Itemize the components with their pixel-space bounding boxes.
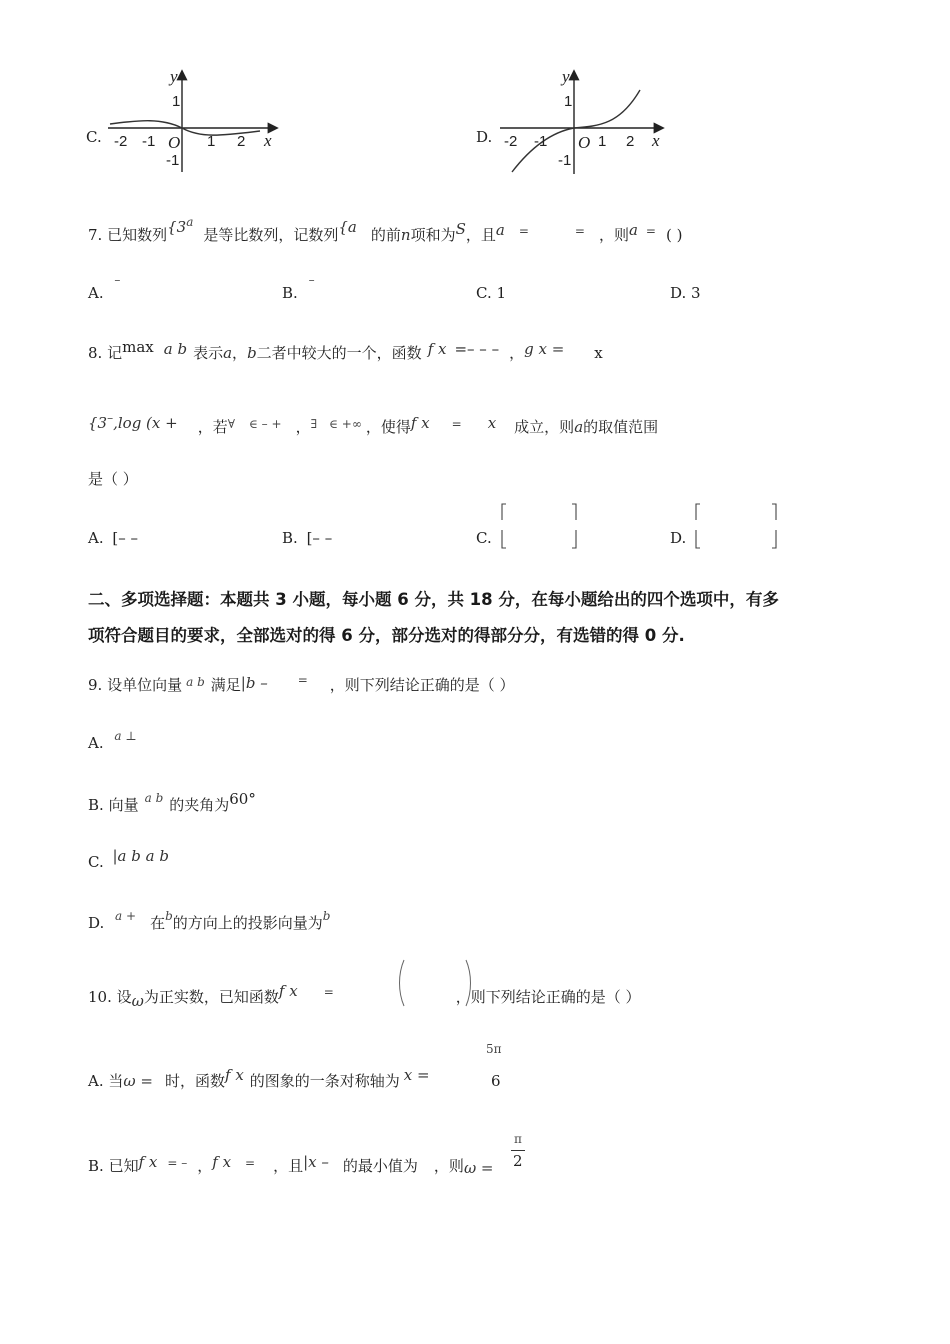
option-value: – — [114, 273, 121, 287]
y-tick: 1 — [564, 93, 573, 110]
question-text: ，使得 — [365, 418, 411, 436]
formula-fragment: ω = — [463, 1159, 494, 1177]
question-text: 设单位向量 — [107, 676, 183, 694]
x-tick: -1 — [142, 133, 156, 150]
question-text: ，且 — [465, 226, 496, 244]
formula-fragment: = — [245, 1156, 256, 1170]
formula-fragment: ∀ — [227, 417, 235, 431]
question-10 — [88, 982, 641, 1010]
formula-fragment: ∈ – + — [248, 417, 282, 431]
question-text: ，则下列结论正确的是（ ） — [329, 676, 515, 694]
formula-fragment: = – — [167, 1156, 188, 1170]
option-a[interactable] — [88, 729, 137, 752]
y-axis-label: y — [562, 67, 570, 86]
question-text: ， — [232, 344, 248, 362]
formula-fragment: = — [574, 224, 585, 238]
question-text: 已知数列 — [107, 226, 168, 244]
formula-fragment: |x – — [303, 1153, 329, 1171]
origin-label: O — [578, 133, 591, 152]
graph-c — [100, 66, 290, 178]
option-label: B. — [88, 796, 104, 814]
formula-fragment: ω = — [123, 1072, 153, 1090]
question-text: 的方向上的投影向量为 — [172, 914, 323, 932]
formula-fragment: a — [186, 215, 194, 229]
formula-fragment: n — [400, 226, 411, 244]
question-text: 成立，则 — [514, 418, 575, 436]
x-axis-label: x — [264, 131, 272, 150]
option-c[interactable] — [88, 847, 169, 871]
x-tick: 2 — [237, 133, 246, 150]
formula-fragment: a ⊥ — [114, 729, 137, 743]
option-label: A. — [88, 1072, 104, 1090]
fraction-denominator: 2 — [513, 1152, 523, 1170]
formula-fragment: a b — [144, 791, 164, 805]
formula-fragment: ∃ — [310, 417, 318, 431]
question-text: ， — [509, 344, 525, 362]
answer-paren: ( ) — [665, 226, 683, 244]
question-text: 的夹角为 — [169, 796, 230, 814]
formula-fragment: b — [247, 344, 257, 362]
option-b[interactable] — [282, 529, 332, 547]
formula-fragment: f x — [225, 1066, 244, 1084]
bracket-c — [496, 500, 586, 552]
question-text: 为正实数，已知函数 — [143, 988, 279, 1006]
option-d[interactable] — [670, 284, 701, 302]
y-axis-label: y — [170, 67, 178, 86]
formula-fragment: a + — [115, 909, 137, 923]
formula-fragment: b — [322, 909, 331, 923]
fraction-denominator: 6 — [491, 1072, 501, 1090]
formula-fragment: a b — [186, 675, 205, 689]
section-heading: 二、多项选择题：本题共 3 小题，每小题 6 分，共 18 分，在每小题给出的四个选项中，有多 — [88, 590, 779, 609]
question-text: 当 — [108, 1072, 124, 1090]
section-heading-line2: 项符合题目的要求，全部选对的得 6 分，部分选对的得部分分，有选错的得 0 分. — [88, 626, 685, 645]
option-label: C. — [476, 529, 492, 547]
question-text: 记 — [107, 344, 123, 362]
option-label: B. — [88, 1157, 104, 1175]
question-text: ，则下列结论正确的是（ ） — [455, 988, 641, 1006]
option-label: C. — [476, 284, 492, 302]
bracket-d — [690, 500, 790, 552]
formula-fragment: x — [594, 344, 603, 362]
option-c[interactable] — [476, 284, 506, 302]
formula-fragment: a — [628, 221, 638, 239]
formula-fragment: 60° — [229, 790, 256, 808]
option-b[interactable] — [88, 1155, 494, 1176]
y-tick: -1 — [558, 152, 572, 169]
formula-fragment: = — [323, 985, 334, 999]
formula-fragment: max — [122, 338, 154, 356]
question-text: 的前 — [370, 226, 401, 244]
option-value: 3 — [691, 284, 701, 302]
question-text: ，若 — [197, 418, 228, 436]
question-text: 二者中较大的一个，函数 — [256, 344, 422, 362]
x-tick: 2 — [626, 133, 635, 150]
question-text: 时，函数 — [164, 1072, 225, 1090]
formula-fragment: |b – — [240, 674, 268, 692]
paren-group — [396, 958, 478, 1008]
formula-fragment: {3 — [167, 218, 187, 236]
option-c-label: C. — [86, 128, 102, 146]
formula-fragment: =– – – — [454, 340, 500, 358]
question-text: 的最小值为 — [342, 1157, 418, 1175]
graph-d — [492, 66, 682, 178]
option-label: D. — [88, 914, 105, 932]
question-8-line2 — [88, 411, 659, 437]
formula-fragment: = — [645, 224, 656, 238]
fraction-bar — [511, 1150, 525, 1151]
question-number: 9. — [88, 676, 103, 694]
formula-fragment: a — [574, 418, 584, 436]
option-b[interactable] — [282, 273, 315, 302]
question-text: 设 — [116, 988, 132, 1006]
fraction-numerator: 5π — [486, 1042, 502, 1056]
question-text: 表示 — [193, 344, 224, 362]
formula-fragment: x — [487, 414, 497, 432]
x-axis-label: x — [652, 131, 660, 150]
y-tick: -1 — [166, 152, 180, 169]
origin-label: O — [168, 133, 181, 152]
question-8 — [88, 338, 603, 363]
option-value: [– – — [306, 529, 333, 547]
question-text: 项和为 — [410, 226, 456, 244]
formula-fragment: = — [518, 224, 529, 238]
question-number: 10. — [88, 988, 112, 1006]
option-a[interactable] — [88, 1066, 430, 1091]
question-text: ，且 — [273, 1157, 304, 1175]
option-b[interactable] — [88, 790, 256, 815]
question-text: ， — [295, 418, 311, 436]
fraction-numerator: π — [514, 1132, 522, 1146]
question-text: 在 — [150, 914, 166, 932]
option-a[interactable] — [88, 529, 138, 547]
x-tick: 1 — [598, 133, 607, 150]
formula-fragment: ,log (x + — [113, 414, 178, 432]
option-label: C. — [88, 853, 104, 871]
formula-fragment: f x — [278, 982, 298, 1000]
formula-fragment: ω — [131, 992, 144, 1010]
option-a[interactable] — [88, 273, 121, 302]
question-text: 已知 — [108, 1157, 139, 1175]
option-d-label: D. — [476, 128, 493, 146]
question-text: ， — [197, 1157, 213, 1175]
formula-fragment: f x — [410, 414, 430, 432]
option-value: – — [308, 273, 315, 287]
formula-fragment: f x — [138, 1153, 158, 1171]
formula-fragment: f x — [427, 340, 447, 358]
x-tick: -2 — [114, 133, 128, 150]
question-number: 8. — [88, 344, 103, 362]
x-tick: 1 — [207, 133, 216, 150]
y-tick: 1 — [172, 93, 181, 110]
question-text: 满足 — [210, 676, 241, 694]
question-text: 是等比数列，记数列 — [203, 226, 339, 244]
formula-fragment: – — [107, 411, 114, 425]
x-tick: -1 — [534, 133, 548, 150]
formula-fragment: = — [297, 673, 308, 687]
option-d[interactable] — [670, 529, 686, 547]
option-label: D. — [670, 529, 687, 547]
formula-fragment: {a — [338, 218, 357, 236]
question-text: ，则 — [598, 226, 629, 244]
question-9 — [88, 674, 515, 695]
option-value: 1 — [496, 284, 507, 302]
formula-fragment: ∈ +∞ — [329, 417, 362, 431]
formula-fragment: a — [223, 344, 233, 362]
formula-fragment: g x = — [524, 340, 565, 358]
option-label: B. — [282, 529, 298, 547]
function-curve — [512, 90, 640, 172]
question-text: 的图象的一条对称轴为 — [249, 1072, 400, 1090]
question-number: 7. — [88, 226, 103, 244]
formula-fragment: a b — [163, 340, 188, 358]
option-label: A. — [88, 529, 104, 547]
formula-fragment: f x — [212, 1153, 232, 1171]
formula-fragment: a — [495, 221, 505, 239]
question-text: 向量 — [108, 796, 139, 814]
option-c[interactable] — [476, 529, 492, 547]
question-7 — [88, 215, 683, 245]
formula-fragment: {3 — [88, 414, 108, 432]
x-tick: -2 — [504, 133, 518, 150]
option-label: A. — [88, 734, 104, 752]
formula-fragment: = — [451, 417, 462, 431]
formula-fragment: |a b a b — [112, 847, 169, 865]
formula-fragment: x = — [403, 1066, 430, 1084]
formula-fragment: b — [165, 909, 173, 923]
option-label: A. — [88, 284, 104, 302]
question-text: ，则 — [433, 1157, 464, 1175]
option-label: D. — [670, 284, 687, 302]
option-value: [– – — [112, 529, 139, 547]
option-label: B. — [282, 284, 298, 302]
formula-fragment: S — [455, 220, 466, 238]
question-8-line3: 是（ ） — [88, 470, 138, 488]
question-text: 的取值范围 — [583, 418, 659, 436]
option-d[interactable] — [88, 909, 331, 933]
